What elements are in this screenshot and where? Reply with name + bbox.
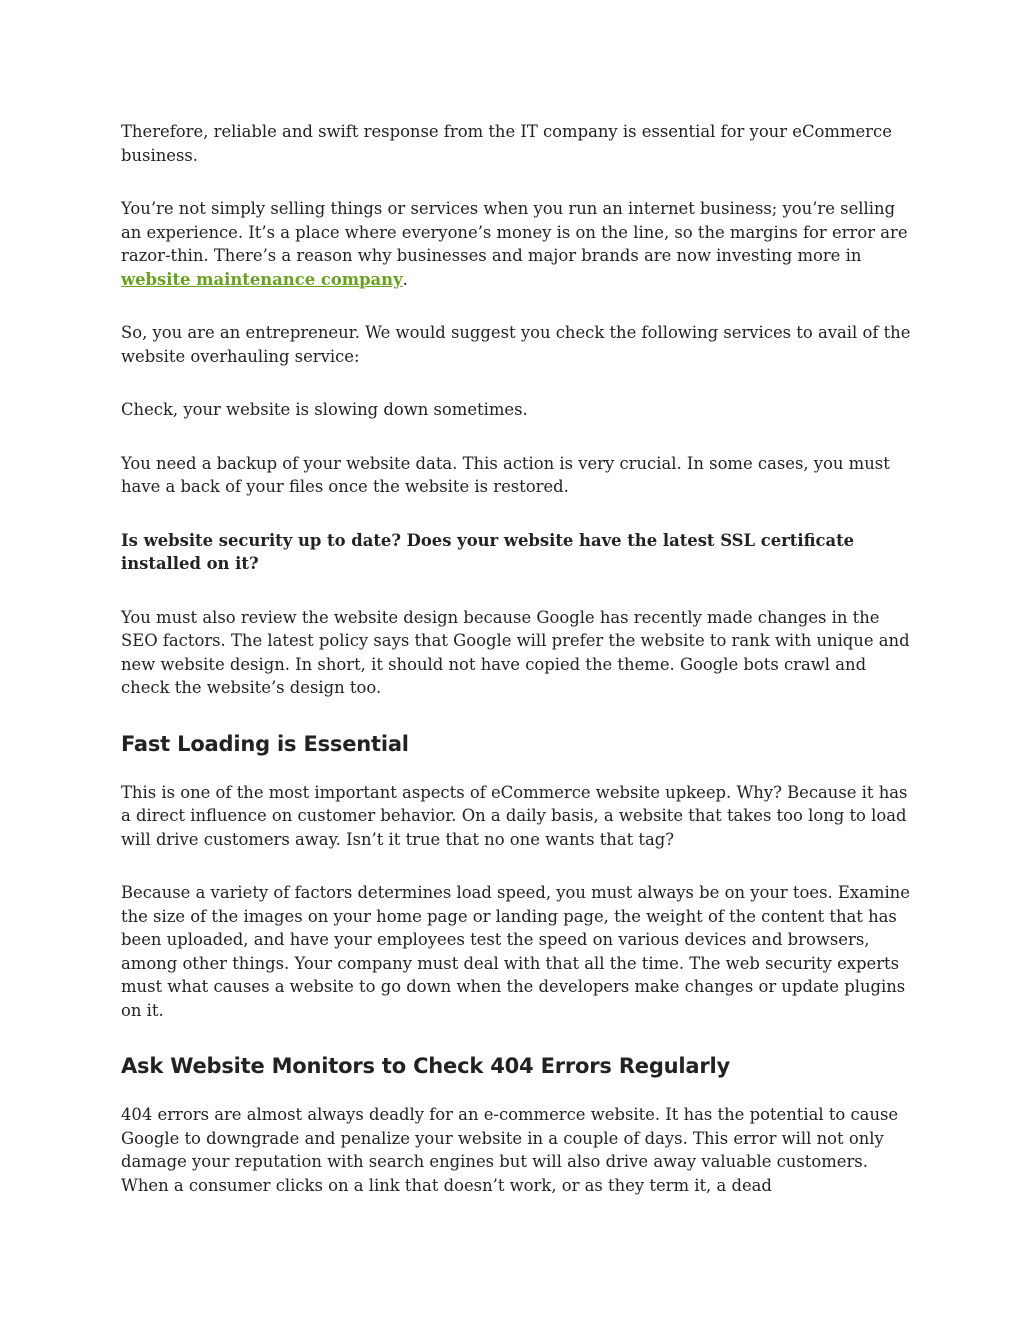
paragraph-security-question: Is website security up to date? Does your website have the latest SSL certificate installed on it? <box>121 530 855 573</box>
paragraph-it-response: Therefore, reliable and swift response from the IT company is essential for your eCommerce business. <box>121 122 892 165</box>
website-maintenance-company-link[interactable]: website maintenance company <box>121 269 403 289</box>
paragraph-experience <box>121 197 911 291</box>
paragraph-experience-end: . <box>402 269 408 289</box>
paragraph-entrepreneur: So, you are an entrepreneur. We would suggest you check the following services to avail of the website overhauling service: <box>121 323 911 366</box>
heading-fast-loading: Fast Loading is Essential <box>121 731 409 756</box>
paragraph-slowing-down: Check, your website is slowing down sometimes. <box>121 400 528 419</box>
paragraph-design-review: You must also review the website design because Google has recently made changes in the SEO factors. The latest policy says that Google will prefer the website to rank with unique and new website design. In short, it should not have copied the theme. Google bots crawl and check the website’s design too. <box>121 607 910 697</box>
paragraph-fast-loading-1: This is one of the most important aspects of eCommerce website upkeep. Why? Because it has a direct influence on customer behavior. On a daily basis, a website that takes too long to load will drive customers away. Isn’t it true that no one wants that tag? <box>121 782 908 849</box>
paragraph-404-errors: 404 errors are almost always deadly for an e-commerce website. It has the potential to cause Google to downgrade and penalize your website in a couple of days. This error will not only damage your reputation with search engines but will also drive away valuable customers. When a consumer clicks on a link that doesn’t work, or as they term it, a dead <box>121 1105 899 1195</box>
paragraph-experience-text: You’re not simply selling things or services when you run an internet business; you’re selling an experience. It’s a place where everyone’s money is on the line, so the margins for error are razor-thin. There’s a reason why businesses and major brands are now investing more in <box>121 199 908 265</box>
heading-404-errors: Ask Website Monitors to Check 404 Errors Regularly <box>121 1054 731 1078</box>
document-page <box>121 120 911 1227</box>
paragraph-fast-loading-2: Because a variety of factors determines load speed, you must always be on your toes. Examine the size of the images on your home page or landing page, the weight of the content that has been uploaded, and have your employees test the speed on various devices and browsers, among other things. Your company must deal with that all the time. The web security experts must what causes a website to go down when the developers make changes or update plugins on it. <box>121 883 910 1020</box>
paragraph-backup: You need a backup of your website data. This action is very crucial. In some cases, you must have a back of your files once the website is restored. <box>121 453 890 496</box>
